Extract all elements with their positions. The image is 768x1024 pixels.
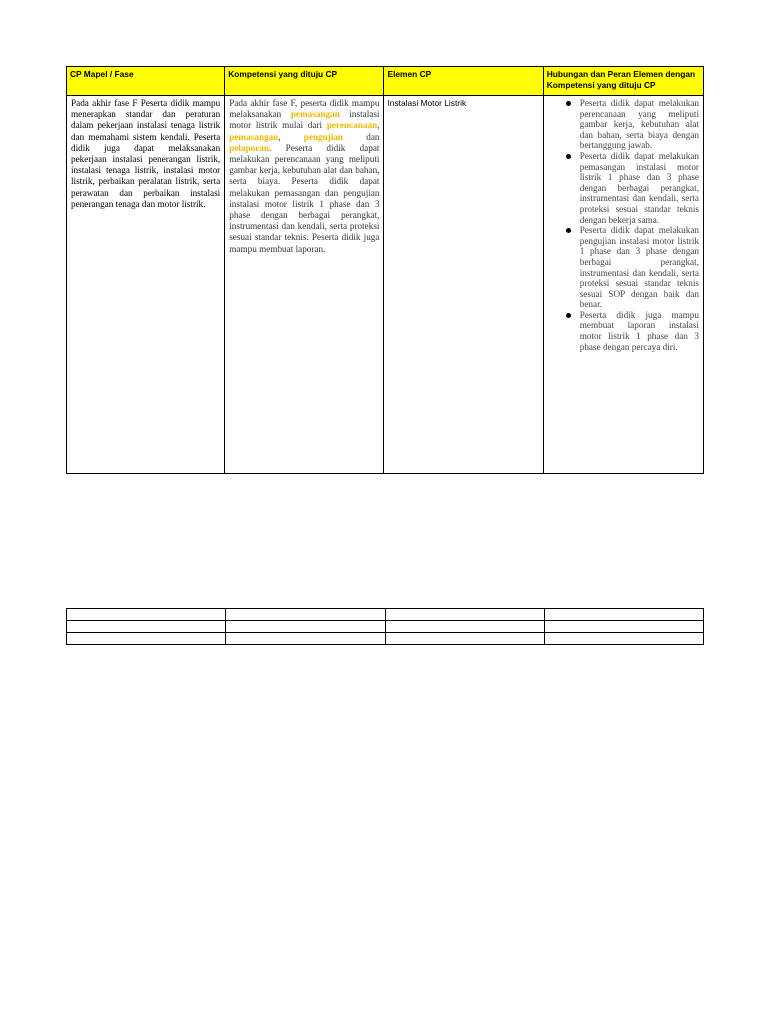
list-item-text: Peserta didik juga mampu membuat laporan instalasi motor listrik 1 phase dan 3 phase dengan percaya diri. bbox=[579, 309, 699, 352]
empty-cell bbox=[226, 621, 385, 633]
header-kompetensi: Kompetensi yang dituju CP bbox=[225, 67, 384, 96]
header-hubungan: Hubungan dan Peran Elemen dengan Kompetensi yang dituju CP bbox=[543, 67, 703, 96]
bullet-dot-icon bbox=[566, 101, 571, 106]
bullet-dot-icon bbox=[566, 154, 571, 159]
kompetensi-part1: Pada akhir fase F, peserta didik mampu melaksanakan bbox=[229, 98, 380, 120]
kompetensi-part3: dan bbox=[343, 131, 380, 142]
highlight-pemasangan: pemasangan bbox=[290, 109, 340, 120]
list-item bbox=[544, 310, 699, 352]
empty-cell bbox=[385, 621, 544, 633]
list-item bbox=[544, 225, 699, 310]
kompetensi-sep2: , bbox=[278, 131, 304, 142]
table-row bbox=[67, 96, 704, 474]
kompetensi-part4: . Peserta didik dapat melakukan perencanaan yang meliputi gambar kerja, kebutuhan alat dan bahan, serta biaya. Peserta didik dapat melakukan pemasangan dan pengujian instalasi motor listrik 1 phase dan 3 phase dengan berbagai perangkat, instrumentasi dan kendali, serta proteksi sesuai standar teknis. Peserta didik juga mampu membuat laporan. bbox=[229, 142, 380, 254]
bullet-dot-icon bbox=[566, 228, 571, 233]
empty-cell bbox=[385, 633, 544, 645]
hubungan-list bbox=[544, 96, 703, 352]
empty-cell bbox=[67, 609, 226, 621]
empty-table bbox=[66, 608, 704, 645]
kompetensi-text bbox=[225, 96, 383, 255]
list-item bbox=[544, 151, 699, 225]
empty-cell bbox=[67, 621, 226, 633]
empty-cell bbox=[544, 621, 703, 633]
empty-cell bbox=[226, 609, 385, 621]
empty-cell bbox=[544, 633, 703, 645]
kompetensi-sep1: , bbox=[377, 120, 380, 131]
highlight-pemasangan-2: pemasangan bbox=[229, 131, 279, 142]
empty-cell bbox=[544, 609, 703, 621]
empty-cell bbox=[67, 633, 226, 645]
cp-mapel-text: Pada akhir fase F Peserta didik mampu menerapkan standar dan peraturan dalam pekerjaan instalasi tenaga listrik dan memahami sistem kendali. Peserta didik juga dapat melaksanakan pekerjaan instalasi penerangan listrik, instalasi tenaga listrik, instalasi motor listrik, perbaikan peralatan listrik, serta perawatan dan perbaikan instalasi penerangan tenaga dan motor listrik. bbox=[71, 98, 221, 209]
empty-cell bbox=[226, 633, 385, 645]
table-row bbox=[67, 633, 704, 645]
table-row bbox=[67, 609, 704, 621]
cell-elemen bbox=[384, 96, 543, 474]
cp-table bbox=[66, 66, 704, 474]
header-elemen: Elemen CP bbox=[384, 67, 543, 96]
header-cp-mapel: CP Mapel / Fase bbox=[67, 67, 225, 96]
table-row bbox=[67, 621, 704, 633]
highlight-perencanaan: perencanaan bbox=[326, 120, 378, 131]
bullet-dot-icon bbox=[566, 313, 571, 318]
table-header-row bbox=[67, 67, 704, 96]
cell-kompetensi bbox=[225, 96, 384, 474]
empty-cell bbox=[385, 609, 544, 621]
cell-cp-mapel bbox=[67, 96, 225, 474]
highlight-pelaporan: pelaporan bbox=[229, 142, 270, 153]
highlight-pengujian: pengujian bbox=[303, 131, 344, 142]
list-item-text: Peserta didik dapat melakukan pengujian instalasi motor listrik 1 phase dan 3 phase dengan berbagai perangkat, instrumentasi dan kendali, serta proteksi sesuai standar teknis sesuai SOP dengan baik dan benar. bbox=[579, 225, 699, 310]
cell-hubungan bbox=[543, 96, 703, 474]
kompetensi-part2: instalasi motor listrik mulai dari bbox=[229, 109, 380, 131]
elemen-text: Instalasi Motor Listrik bbox=[387, 98, 467, 108]
list-item-text: Peserta didik dapat melakukan perencanaan yang meliputi gambar kerja, kebutuhan alat dan bahan, serta biaya dengan bertanggung jawab. bbox=[579, 98, 699, 151]
list-item bbox=[544, 98, 699, 151]
list-item-text: Peserta didik dapat melakukan pemasangan instalasi motor listrik 1 phase dan 3 phase dengan berbagai perangkat, instrumentasi dan kendali, serta proteksi sesuai standar teknis dengan bekerja sama. bbox=[579, 150, 699, 225]
